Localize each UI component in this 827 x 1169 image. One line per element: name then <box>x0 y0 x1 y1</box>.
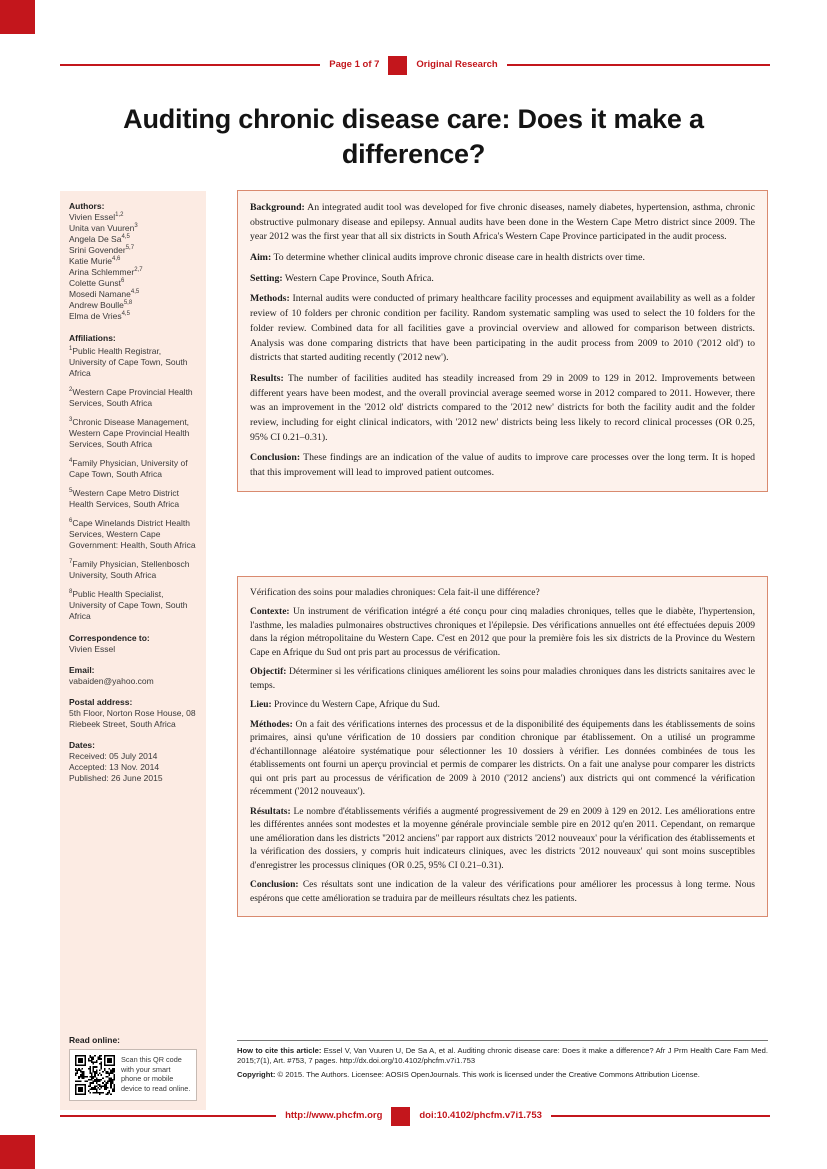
affiliation: $^5$Western Cape Metro District Health Services, South Africa <box>69 488 180 510</box>
copyright-note <box>237 1070 768 1080</box>
paragraph-label: Background: <box>250 202 305 213</box>
paragraph-label: Aim: <box>250 252 272 264</box>
email-heading: Email: <box>69 664 95 675</box>
affiliations-list <box>69 346 197 623</box>
how-to-cite <box>237 1046 768 1067</box>
paragraph-label: Setting: <box>250 272 283 284</box>
abstract-english-paragraphs <box>250 201 755 481</box>
author-name: Arina Schlemmer$^{2,7}$ <box>69 267 143 278</box>
author-name: Unita van Vuuren$^3$ <box>69 223 138 234</box>
paragraph-label: Results: <box>250 372 284 384</box>
abstract-paragraph: Results: The number of facilities audited has steadily increased from 29 in 2009 to 129 in 2012. Improvements between different years have been modest, and the overall provincial average seemed worse in 2012 compared to 2011. However, there was an improvement in the '2012 old' districts compared to the '2012 new' districts for both the facility audit and the folder review, including for eight clinical indicators, with '2012 new' districts being less likely to record clinical processes (OR 0.25, 95% CI 0.21–0.31). <box>250 372 755 443</box>
abstract-english-box <box>237 190 768 492</box>
read-online-box <box>69 1049 197 1101</box>
correspondence-name: Vivien Essel <box>69 643 116 654</box>
author-name: Andrew Boulle$^{5,8}$ <box>69 300 133 311</box>
email-section <box>69 665 197 687</box>
abstract-paragraph: Methods: Internal audits were conducted of primary healthcare facility processes and equipment availability as well as a folder review of 10 folders per chronic condition per facility. Random systematic sampling was used to select the 10 folders for the folder review. Combined data for all facilities gave a provincial overview and allowed for comparison between districts. Analysis was done comparing districts that have been participating in the audit process from 2009 to 2010 ('2012 old') to districts that started auditing recently ('2012 new'). <box>250 293 755 364</box>
author-name: Colette Gunst$^6$ <box>69 278 125 289</box>
abstract-paragraph: Méthodes: On a fait des vérifications internes des processus et de la disponibilité des équipements dans les établissements de soins primaires, ainsi qu'une vérification de 10 dossiers par condition chronique par établissement. On a utilisé un programme d'échantillonnage aléatoire systématique pour sélectionner les 10 dossiers à vérifier. Les données combinées de tous les établissements ont fourni un aperçu provincial et permis de comparer les districts. On a fait une analyse pour comparer les districts qui ont pris part au processus de vérification de 2009 à 2010 ('2012 anciens') aux districts qui ont commencé la vérification récemment ('2012 nouveaux'). <box>250 719 755 798</box>
author-name: Mosedi Namane$^{4,5}$ <box>69 289 140 300</box>
abstract-paragraph: Conclusion: These findings are an indication of the value of audits to improve care processes over the long term. It is hoped that this improvement will lead to improved patient outcomes. <box>250 452 755 478</box>
abstract-paragraph: Aim: To determine whether clinical audits improve chronic disease care in health districts over time. <box>250 252 645 264</box>
citation-label: How to cite this article: <box>237 1046 322 1055</box>
corner-accent-top <box>0 0 35 34</box>
citation-block <box>237 1040 768 1083</box>
read-online-heading: Read online: <box>69 1034 121 1045</box>
abstract-paragraph: Objectif: Déterminer si les vérifications cliniques améliorent les soins pour maladies chroniques dans les districts sanitaires avec le temps. <box>250 667 755 691</box>
abstract-paragraph: Background: An integrated audit tool was developed for five chronic diseases, namely diabetes, hypertension, asthma, chronic obstructive pulmonary disease and epilepsy. Annual audits have been done in the Western Cape Metro district since 2009. The year 2012 was the first year that all six districts in South Africa's Western Cape Province participated in the audit process. <box>250 202 755 243</box>
page-title: Auditing chronic disease care: Does it make a difference? <box>123 104 704 170</box>
date-line: Accepted: 13 Nov. 2014 <box>69 761 160 772</box>
journal-url-link[interactable]: http://www.phcfm.org <box>276 1107 391 1125</box>
affiliation: $^3$Chronic Disease Management, Western Cape Provincial Health Services, South Africa <box>69 416 190 449</box>
author-name: Vivien Essel$^{1,2}$ <box>69 212 124 223</box>
copyright-text: © 2015. The Authors. Licensee: AOSIS OpenJournals. This work is licensed under the Creative Commons Attribution License. <box>277 1069 700 1079</box>
postal-section <box>69 697 197 730</box>
postal-address: 5th Floor, Norton Rose House, 08 Riebeek Street, South Africa <box>69 707 196 729</box>
authors-list <box>69 212 197 322</box>
paragraph-label: Methods: <box>250 293 290 305</box>
correspondence-section <box>69 633 197 655</box>
paragraph-label: Lieu: <box>250 700 272 711</box>
affiliation: $^6$Cape Winelands District Health Services, Western Cape Government: Health, South Africa <box>69 518 196 551</box>
author-name: Srini Govender$^{5,7}$ <box>69 245 135 256</box>
abstract-paragraph: Lieu: Province du Western Cape, Afrique du Sud. <box>250 700 440 711</box>
dates-heading: Dates: <box>69 739 95 750</box>
abstract-paragraph: Conclusion: Ces résultats sont une indication de la valeur des vérifications pour améliorer les processus à long terme. Nous espérons que cette amélioration se traduira par de meilleurs résultats chez les patients. <box>250 880 755 904</box>
paragraph-label: Objectif: <box>250 667 287 678</box>
footer <box>0 1105 827 1127</box>
date-line: Received: 05 July 2014 <box>69 750 158 761</box>
dates-list <box>69 751 197 784</box>
affiliation: $^4$Family Physician, University of Cape Town, South Africa <box>69 457 188 479</box>
author-name: Angela De Sa$^{4,5}$ <box>69 234 130 245</box>
affiliation: $^1$Public Health Registrar, University of Cape Town, South Africa <box>69 345 188 378</box>
abstract-french-title: Vérification des soins pour maladies chroniques: Cela fait-il une différence? <box>250 588 540 598</box>
abstract-french-paragraphs <box>250 606 755 906</box>
affiliations-heading: Affiliations: <box>69 332 116 343</box>
affiliation: $^7$Family Physician, Stellenbosch University, South Africa <box>69 559 190 581</box>
affiliation: $^8$Public Health Specialist, University of Cape Town, South Africa <box>69 589 188 622</box>
doi-link[interactable]: doi:10.4102/phcfm.v7i1.753 <box>410 1107 551 1125</box>
author-name: Elma de Vries$^{4,5}$ <box>69 311 130 322</box>
sidebar <box>60 191 206 1110</box>
copyright-label: Copyright: <box>237 1069 276 1079</box>
correspondence-heading: Correspondence to: <box>69 632 150 643</box>
abstract-french-box <box>237 576 768 917</box>
affiliation: $^2$Western Cape Provincial Health Services, South Africa <box>69 386 193 408</box>
email-link[interactable]: vabaiden@yahoo.com <box>69 675 154 686</box>
page-number-label: Page 1 of 7 <box>320 56 388 74</box>
paragraph-label: Méthodes: <box>250 719 293 730</box>
footer-square-icon <box>391 1107 410 1126</box>
dates-section <box>69 740 197 784</box>
paragraph-label: Résultats: <box>250 806 291 817</box>
affiliations-section <box>69 333 197 623</box>
authors-heading: Authors: <box>69 201 105 211</box>
sidebar-spacer <box>69 794 197 1035</box>
qr-code <box>75 1055 115 1095</box>
abstract-paragraph: Contexte: Un instrument de vérification intégré a été conçu pour cinq maladies chroniques, telles que le diabète, l'hypertension, l'asthme, les maladies pulmonaires obstructives chroniques et l'épilepsie. Des vérifications annuelles ont été effectuées depuis 2009 dans la région métropolitaine du Western Cape. C'est en 2012 que pour la première fois les six districts de la Province du Western Cape en Afrique du Sud ont pris part au processus de vérification. <box>250 607 755 658</box>
header-square-icon <box>388 56 407 75</box>
paragraph-label: Contexte: <box>250 607 290 618</box>
section-label: Original Research <box>407 56 506 74</box>
corner-accent-bottom <box>0 1135 35 1169</box>
author-name: Katie Murie$^{4,6}$ <box>69 256 121 267</box>
abstract-paragraph: Setting: Western Cape Province, South Africa. <box>250 272 434 284</box>
citation-text: Essel V, Van Vuuren U, De Sa A, et al. Auditing chronic disease care: Does it make a difference? Afr J Prm Health Care Fam Med. 2015;7(1), Art. #753, 7 pages. http://dx.doi.org/10.4102/phcfm.v7i1.753 <box>237 1046 768 1066</box>
read-online-section <box>69 1035 197 1101</box>
header <box>0 54 827 76</box>
paragraph-label: Conclusion: <box>250 880 299 891</box>
authors-section <box>69 201 197 323</box>
postal-heading: Postal address: <box>69 696 133 707</box>
paragraph-label: Conclusion: <box>250 452 301 464</box>
abstract-paragraph: Résultats: Le nombre d'établissements vérifiés a augmenté progressivement de 29 en 2009 à 129 en 2012. Les améliorations entre les différentes années sont modestes et la moyenne générale provinciale semble pire en 2012 qu'en 2011. Cependant, on remarque une amélioration dans les districts ''2012 anciens'' par rapport aux districts '2012 nouveaux' pour la vérification des établissements et la vérification des dossiers, y compris huit indicateurs cliniques, avec les districts '2012 nouveaux' qui sont moins susceptibles d'enregistrer les processus cliniques (OR 0.25, 95% CI 0.21–0.31). <box>250 806 755 871</box>
date-line: Published: 26 June 2015 <box>69 772 163 783</box>
read-online-text: Scan this QR code with your smart phone or mobile device to read online. <box>121 1055 191 1093</box>
